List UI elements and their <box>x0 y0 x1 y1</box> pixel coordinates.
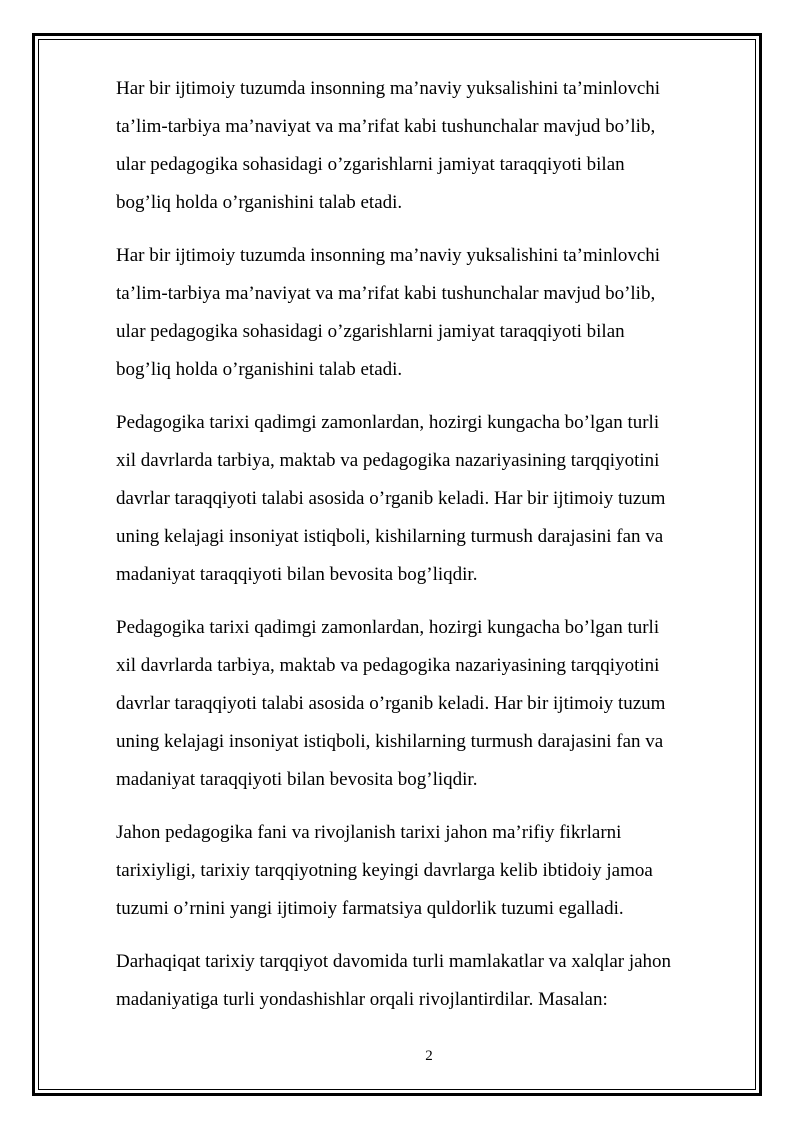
text-line: ular pedagogika sohasidagi o’zgarishlarni jamiyat taraqqiyoti bilan <box>116 321 625 342</box>
text-line: xil davrlarda tarbiya, maktab va pedagogika nazariyasining tarqqiyotini <box>116 655 660 676</box>
paragraph <box>116 943 746 1019</box>
text-line: madaniyatiga turli yondashishlar orqali rivojlantirdilar. Masalan: <box>116 989 608 1010</box>
text-line: ta’lim-tarbiya ma’naviyat va ma’rifat kabi tushunchalar mavjud bo’lib, <box>116 283 656 304</box>
text-line: ta’lim-tarbiya ma’naviyat va ma’rifat kabi tushunchalar mavjud bo’lib, <box>116 116 656 137</box>
text-line: Darhaqiqat tarixiy tarqqiyot davomida turli mamlakatlar va xalqlar jahon <box>116 951 672 972</box>
paragraph <box>116 70 746 222</box>
text-line: davrlar taraqqiyoti talabi asosida o’rganib keladi. Har bir ijtimoiy tuzum <box>116 693 666 714</box>
text-line: Har bir ijtimoiy tuzumda insonning ma’naviy yuksalishini ta’minlovchi <box>116 78 661 99</box>
paragraph <box>116 814 746 928</box>
text-line: Har bir ijtimoiy tuzumda insonning ma’naviy yuksalishini ta’minlovchi <box>116 245 661 266</box>
text-line: madaniyat taraqqiyoti bilan bevosita bog’liqdir. <box>116 564 478 585</box>
text-line: Pedagogika tarixi qadimgi zamonlardan, hozirgi kungacha bo’lgan turli <box>116 617 660 638</box>
text-line: tarixiyligi, tarixiy tarqqiyotning keyingi davrlarga kelib ibtidoiy jamoa <box>116 860 653 881</box>
page-number: 2 <box>425 1048 433 1064</box>
document-body <box>116 70 746 1034</box>
text-line: uning kelajagi insoniyat istiqboli, kishilarning turmush darajasini fan va <box>116 526 664 547</box>
text-line: davrlar taraqqiyoti talabi asosida o’rganib keladi. Har bir ijtimoiy tuzum <box>116 488 666 509</box>
text-line: madaniyat taraqqiyoti bilan bevosita bog’liqdir. <box>116 769 478 790</box>
text-line: ular pedagogika sohasidagi o’zgarishlarni jamiyat taraqqiyoti bilan <box>116 154 625 175</box>
text-line: tuzumi o’rnini yangi ijtimoiy farmatsiya quldorlik tuzumi egalladi. <box>116 898 624 919</box>
text-line: bog’liq holda o’rganishini talab etadi. <box>116 359 403 380</box>
text-line: Pedagogika tarixi qadimgi zamonlardan, hozirgi kungacha bo’lgan turli <box>116 412 660 433</box>
paragraph <box>116 404 746 594</box>
text-line: Jahon pedagogika fani va rivojlanish tarixi jahon ma’rifiy fikrlarni <box>116 822 622 843</box>
paragraph <box>116 237 746 389</box>
text-line: uning kelajagi insoniyat istiqboli, kishilarning turmush darajasini fan va <box>116 731 664 752</box>
text-line: bog’liq holda o’rganishini talab etadi. <box>116 192 403 213</box>
paragraph <box>116 609 746 799</box>
text-line: xil davrlarda tarbiya, maktab va pedagogika nazariyasining tarqqiyotini <box>116 450 660 471</box>
